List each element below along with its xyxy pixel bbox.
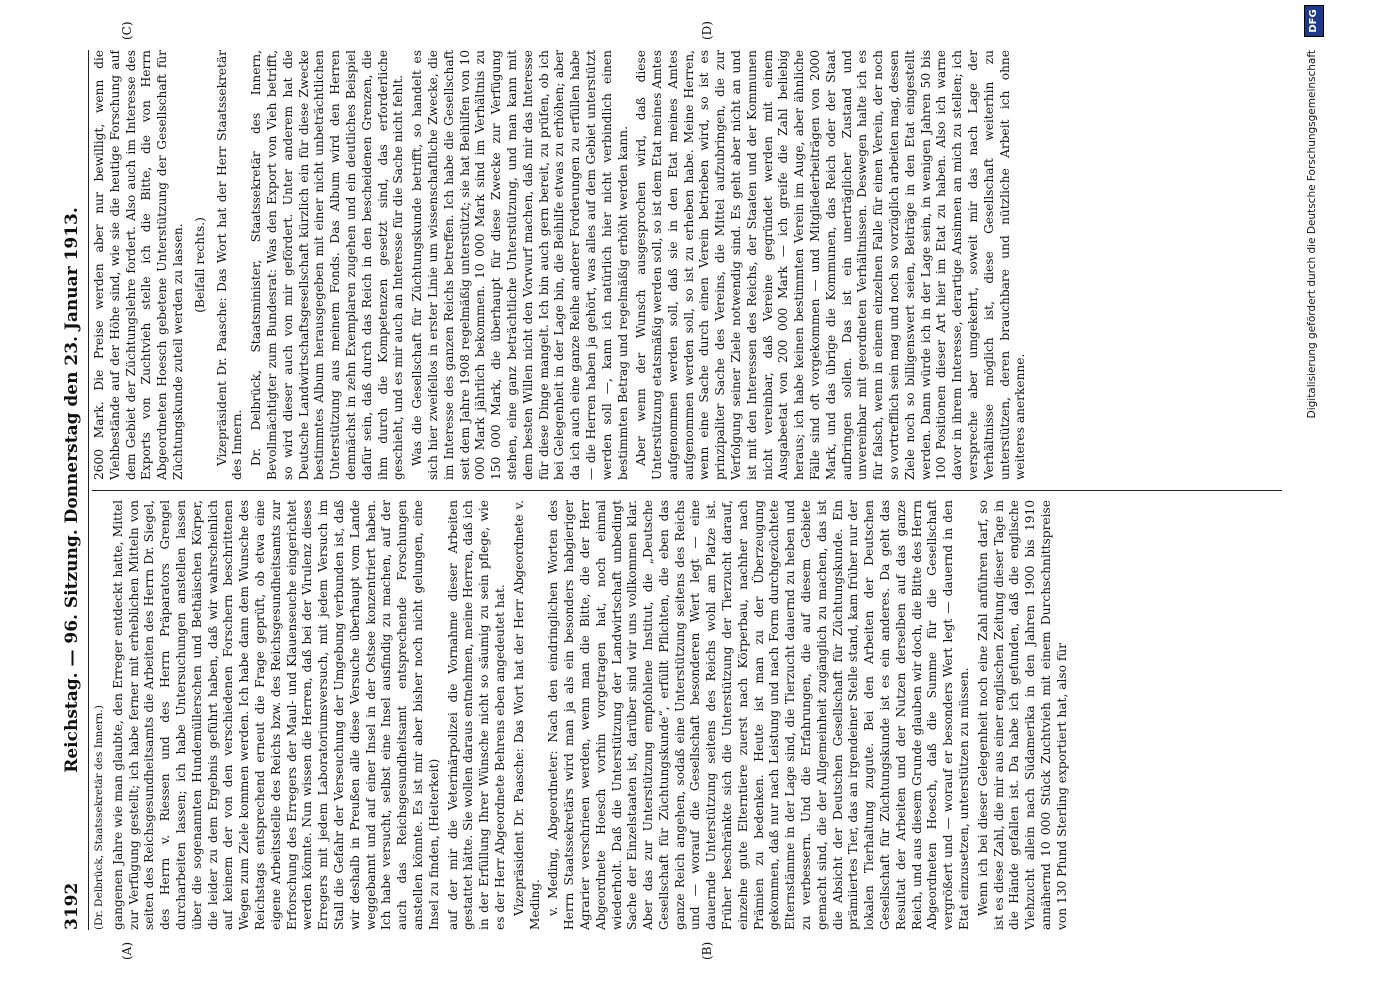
paragraph: auf der mir die Veterinärpolizei die Vornahme dieser Arbeiten gestattet hätte. Sie wollen daraus entnehmen, meine Herren, daß ich in der Erfüllung Ihrer Wünsche nicht so säumig zu sein pflege, wie es der Herr Abgeordnete Behrens eben angedeutet hat. [445,500,507,930]
paragraph: gangenen Jahre wie man glaubte, den Erreger entdeckt hatte, Mittel zur Verfügung gestellt; ich habe ferner mit erheblichen Mitteln von seiten des Reichsgesundheitsamts die Arbeiten des Herrn Dr. Siegel, des Herrn v. Riessen und des Herrn Präparators Grengel durcharbeiten lassen; ich habe Untersuchungen anstellen lassen über die sogenannten Hundemüllerschen und Bethäischen Körper, die leider zu dem Ergebnis geführt haben, daß wir wahrscheinlich auf keinem der von den verschiedenen Forschern beschrittenen Wegen zum Ziele kommen werden. Ich habe dann dem Wunsche des Reichstags entsprechend erneut die Frage geprüft, ob etwa eine eigene Arbeitsstelle des Reichs bzw. des Reichsgesundheitsamts zur Erforschung des Erregers der Maul- und Klauenseuche eingerichtet werden könnte. Nun wissen die Herren, daß bei der Virulenz dieses Erregers mit jedem Laboratoriumsversuch, mit jedem Versuch im Stall die Gefahr der Verseuchung der Umgebung verbunden ist, daß wir deshalb in Preußen alle diese Versuche überhaupt vom Lande weggebannt und auf einer Insel in der Ostsee konzentriert haben. Ich habe versucht, selbst eine Insel ausfindig zu machen, auf der auch das Reichsgesundheitsamt entsprechende Forschungen anstellen könnte. Es ist mir aber bisher noch nicht gelungen, eine Insel zu finden, (Heiterkeit) [110,500,441,930]
margin-mark-a: (A) [120,941,134,960]
header-rule [88,50,89,930]
paragraph: v. Meding, Abgeordneter: Nach den eindringlichen Worten des Herrn Staatssekretärs wird man ja als ein besonders habgieriger Agrarier verschrieen werden, wenn man die Bitte, die der Herr Abgeordnete Hoesch vorhin vorgetragen hat, noch einmal wiederholt. Daß die Unterstützung der Landwirtschaft unbedingt Sache der Einzelstaaten ist, darüber sind wir uns vollkommen klar. Aber das zur Unterstützung empfohlene Institut, die „Deutsche Gesellschaft für Züchtungskunde“, erfüllt Pflichten, die eben das ganze Reich angehen, sodaß eine Unterstützung seitens des Reichs und — worauf die Gesellschaft besonderen Wert legt — eine dauernde Unterstützung seitens des Reichs wohl am Platze ist. Früher beschränkte sich die Unterstützung der Tierzucht darauf, einzelne gute Elterntiere zuerst nach Körperbau, nachher nach Prämien zu bedenken. Heute ist man zu der Überzeugung gekommen, daß nur nach Leistung und nach Form durchgezüchtete Elternstämme in der Lage sind, die Tierzucht dauernd zu heben und zu verbessern. Und die Erfahrungen, die auf diesem Gebiete gemacht sind, die der Allgemeinheit zugänglich zu machen, das ist die Absicht der Deutschen Gesellschaft für Züchtungskunde. Ein prämiiertes Tier, das an irgendeiner Stelle stand, kam früher nur der lokalen Tierhaltung zugute. Bei den Arbeiten der Deutschen Gesellschaft für Züchtungskunde ist es ein anderes. Da geht das Resultat der Arbeiten und der Nutzen derselben auf das ganze Reich, und aus diesem Grunde glauben wir doch, die Bitte des Herrn Abgeordneten Hoesch, daß die Summe für die Gesellschaft vergrößert und — worauf er besonders Wert legt — dauernd in den Etat einzusetzen, unterstützen zu müssen. [546,500,972,930]
running-title: Reichstag. — 96. Sitzung. Donnerstag den 23. Januar 1913. [62,207,82,773]
paragraph: Wenn ich bei dieser Gelegenheit noch eine Zahl anführen darf, so ist es diese Zahl, die mir aus einer englischen Zeitung dieser Tage in die Hände gefallen ist. Da habe ich gefunden, daß die englische Viehzucht allein nach Südamerika in den Jahren 1900 bis 1910 annähernd 10 000 Stück Zuchtvieh mit einem Durchschnittspreise von 130 Pfund Sterling exportiert hat, also für [975,500,1069,930]
page-number: 3192 [62,882,82,930]
paragraph: Was die Gesellschaft für Züchtungskunde betrifft, so handelt es sich hier zweifellos in erster Linie um wissenschaftliche Zwecke, die im Interesse des ganzen Reichs betreffen. Ich habe die Gesellschaft seit dem Jahre 1908 regelmäßig unterstützt; sie hat Beihilfen von 10 000 Mark jährlich bekommen. 10 000 Mark sind im Verhältnis zu 150 000 Mark, die überhaupt für diese Zwecke zur Verfügung stehen, eine ganz beträchtliche Unterstützung, und man kann mit dem besten Willen nicht den Vorwurf machen, daß mir das Interesse für diese Dinge mangelt. Ich bin auch gern bereit, zu prüfen, ob ich bei Gelegenheit in der Lage bin, die Beihilfe etwas zu erhöhen; aber da ich auch eine ganze Reihe anderer Forderungen zu erfüllen habe — die Herren haben ja gehört, was alles auf dem Gebiet unterstützt werden soll —, kann ich natürlich hier nicht verbindlich einen bestimmten Betrag und regelmäßig erhöht werden kann. [410,50,630,480]
column-divider [92,490,1282,491]
left-column [92,500,1272,930]
paragraph: Dr. Delbrück, Staatsminister, Staatssekretär des Innern, Bevollmächtigter zum Bundesrat: Was den Export von Vieh betrifft, so wird dieser auch von mir gefördert. Unter anderem hat die Deutsche Landwirtschaftsgesellschaft kürzlich ein für diese Zwecke bestimmtes Album herausgegeben mit einer nicht unbeträchtlichen Unterstützung aus meinem Fonds. Das Album wird den Herren demnächst in zehn Exemplaren zugehen und ein deutliches Beispiel dafür sein, daß durch das Reich in den bescheidenen Grenzen, die ihm durch die Kompetenzen gesetzt sind, das erforderliche geschieht, und es mir auch an Interesse für die Sache nicht fehlt. [249,50,406,480]
page-header [62,50,86,930]
right-column [92,50,1272,480]
dfg-logo: DFG [1304,5,1324,37]
applause-note: (Beifall rechts.) [192,217,207,313]
digitization-credit: Digitalisierung gefördert durch die Deutsche Forschungsgemeinschaft [1306,50,1318,419]
paragraph: Aber wenn der Wunsch ausgesprochen wird, daß diese Unterstützung etatsmäßig werden soll, so ist dem Etat meines Amtes aufgenommen werden soll, daß sie in den Etat meines Amtes aufgenommen werden soll, so ist zu erheben habe. Meine Herren, wenn eine Sache durch einen Verein betrieben wird, so ist es prinzipaliter Sache des Vereins, die Mittel aufzubringen, die zur Verfolgung seiner Ziele notwendig sind. Es geht aber nicht an und ist mit den Interessen des Reichs, der Staaten und der Kommunen nicht vereinbar, daß Vereine gegründet werden mit einem Ausgabeetat von 200 000 Mark — ich greife die Zahl beliebig heraus; ich habe keinen bestimmten Verein im Auge, aber ähnliche Fälle sind oft vorgekommen — und Mitgliederbeiträgen von 2000 Mark, und das übrige die Kommunen, das Reich oder der Staat aufbringen sollen. Das ist ein unerträglicher Zustand und unvereinbar mit geordneten Verhältnissen. Deswegen halte ich es für falsch, wenn in einem einzelnen Falle für einen Verein, der noch so vortrefflich sein mag und noch so vorzüglich arbeiten mag, dessen Ziele noch so billigenswert seien, Beiträge in den Etat eingestellt werden. Dann würde ich in der Lage sein, in wenigen Jahren 50 bis 100 Positionen dieser Art hier im Etat zu haben. Also ich warne davor in ihrem Interesse, derartige Ansinnen an mich zu stellen; ich verspreche aber umgekehrt, soweit mir das nach Lage der Verhältnisse möglich ist, diese Gesellschaft weiterhin zu unterstützen, deren brauchbare und nützliche Arbeit ich ohne weiteres anerkenne. [634,50,1028,480]
margin-mark-d: (D) [700,21,714,40]
margin-mark-b: (B) [700,941,714,960]
speaker-note: Vizepräsident Dr. Paasche: Das Wort hat der Herr Abgeordnete v. Meding. [511,500,542,930]
paragraph: 2600 Mark. Die Preise werden aber nur bewilligt, wenn die Viehbestände auf der Höhe sind, wie sie die heutige Forschung auf dem Gebiet der Züchtungslehre fordert. Also auch im Interesse des Exports von Zuchtvieh stelle ich die Bitte, die von Herrn Abgeordneten Hoesch gebetene Unterstützung der Gesellschaft für Züchtungskunde zuteil werden zu lassen. [92,50,185,480]
margin-mark-c: (C) [120,21,134,40]
column-lead: (Dr. Delbrück, Staatssekretär des Innern.) [93,705,105,930]
speaker-note: Vizepräsident Dr. Paasche: Das Wort hat der Herr Staatssekretär des Innern. [214,50,245,480]
